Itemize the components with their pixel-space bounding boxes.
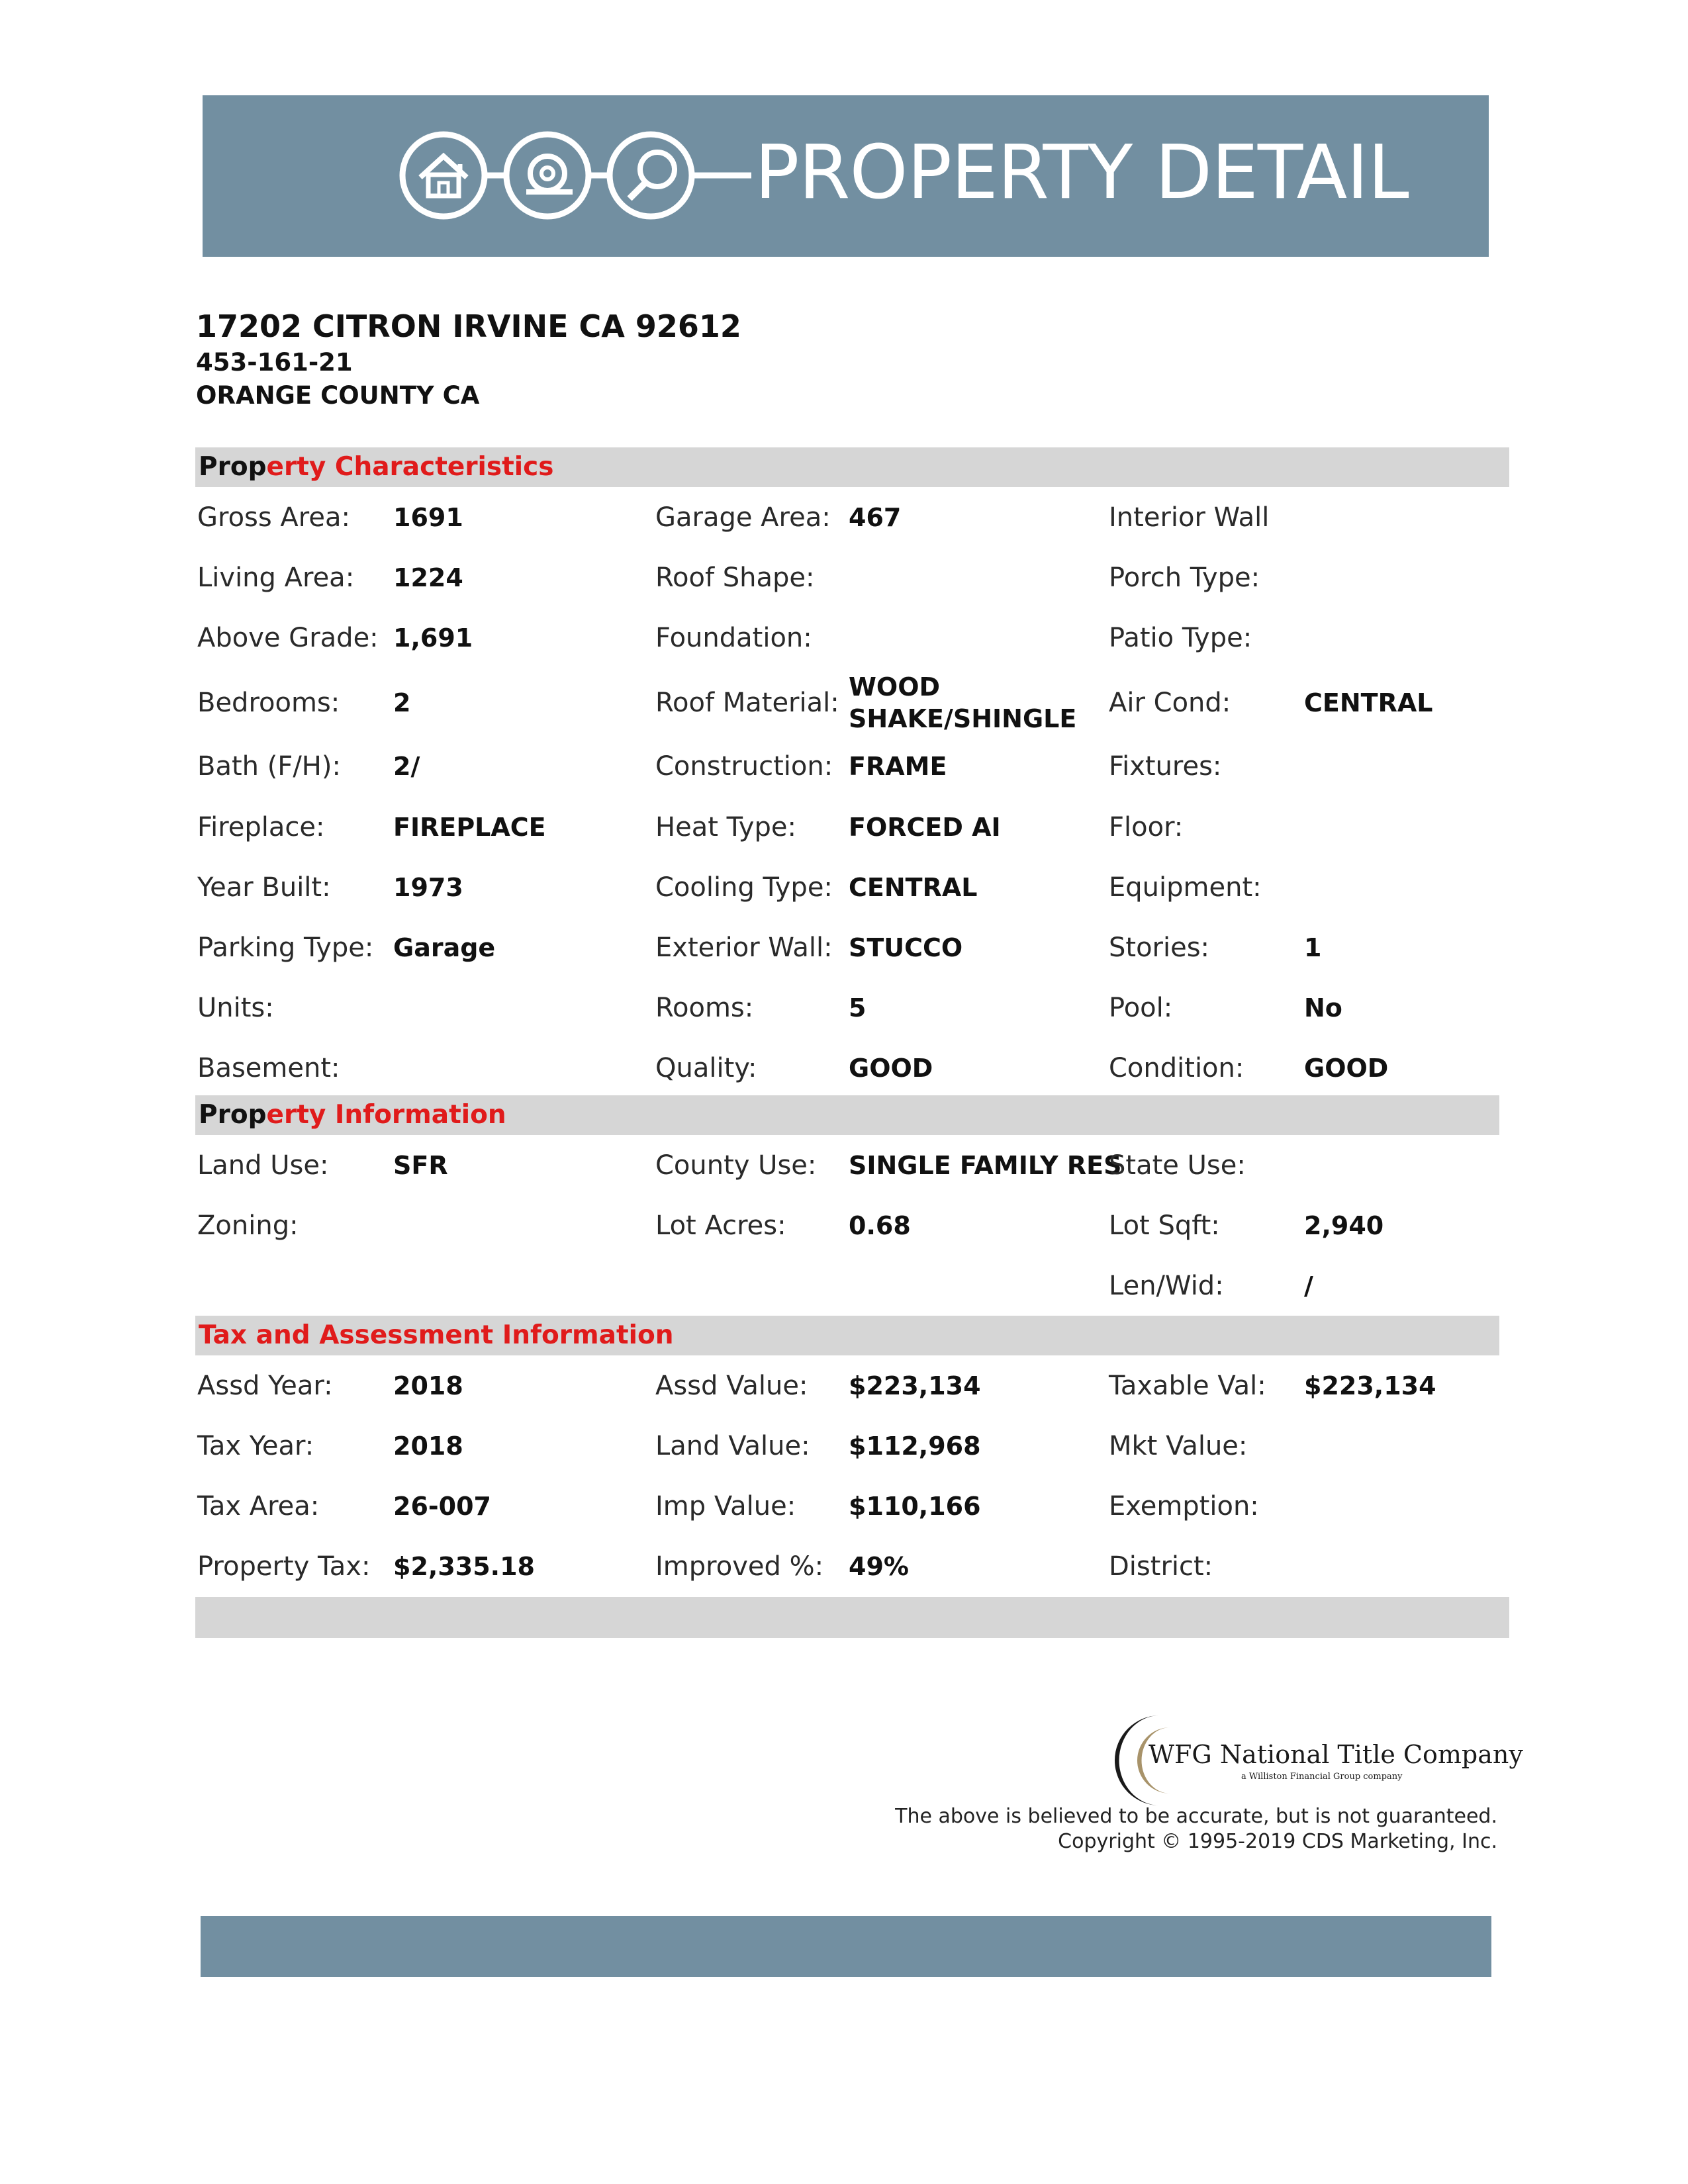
property-tax-value: $2,335.18	[393, 1552, 535, 1581]
fixtures-label: Fixtures:	[1109, 751, 1222, 782]
assd-year-label: Assd Year:	[197, 1371, 333, 1401]
air-cond-value: CENTRAL	[1304, 688, 1433, 717]
mkt-value-label: Mkt Value:	[1109, 1431, 1248, 1461]
heat-type-value: FORCED AI	[849, 813, 1001, 842]
gross-area-label: Gross Area:	[197, 502, 350, 533]
taxable-val-label: Taxable Val:	[1109, 1371, 1266, 1401]
state-use-label: State Use:	[1109, 1150, 1246, 1181]
fireplace-value: FIREPLACE	[393, 813, 546, 842]
above-grade-label: Above Grade:	[197, 623, 379, 653]
exemption-label: Exemption:	[1109, 1491, 1259, 1522]
cooling-type-value: CENTRAL	[849, 873, 978, 902]
section-title-characteristics: Property Characteristics	[199, 452, 554, 482]
air-cond-label: Air Cond:	[1109, 688, 1231, 718]
rooms-value: 5	[849, 993, 867, 1023]
disclaimer-text: The above is believed to be accurate, but is not guaranteed.	[895, 1805, 1497, 1828]
svg-text:a Williston Financial Group co: a Williston Financial Group company	[1241, 1772, 1403, 1782]
bedrooms-value: 2	[393, 688, 411, 717]
exterior-wall-value: STUCCO	[849, 933, 963, 962]
improved-pct-value: 49%	[849, 1552, 909, 1581]
parcel-number: 453-161-21	[196, 348, 353, 377]
land-use-value: SFR	[393, 1151, 448, 1180]
tape-measure-icon	[506, 134, 588, 216]
magnifier-icon	[610, 134, 692, 216]
roof-material-label: Roof Material:	[655, 688, 839, 718]
wfg-logo	[1086, 1707, 1523, 1813]
improved-pct-label: Improved %:	[655, 1551, 824, 1582]
tax-year-label: Tax Year:	[197, 1431, 314, 1461]
garage-area-value: 467	[849, 503, 902, 532]
floor-label: Floor:	[1109, 812, 1184, 842]
parking-type-label: Parking Type:	[197, 933, 374, 963]
stories-value: 1	[1304, 933, 1322, 962]
pool-label: Pool:	[1109, 993, 1173, 1023]
district-label: District:	[1109, 1551, 1213, 1582]
fireplace-label: Fireplace:	[197, 812, 325, 842]
parking-type-value: Garage	[393, 933, 496, 962]
equipment-label: Equipment:	[1109, 872, 1262, 903]
county-use-value: SINGLE FAMILY RES	[849, 1151, 1122, 1180]
bath-label: Bath (F/H):	[197, 751, 341, 782]
section-bar-end	[195, 1597, 1509, 1638]
land-use-label: Land Use:	[197, 1150, 329, 1181]
pool-value: No	[1304, 993, 1342, 1023]
tax-year-value: 2018	[393, 1432, 463, 1461]
cooling-type-label: Cooling Type:	[655, 872, 833, 903]
assd-value-label: Assd Value:	[655, 1371, 808, 1401]
year-built-label: Year Built:	[197, 872, 331, 903]
land-value-value: $112,968	[849, 1432, 981, 1461]
roof-shape-label: Roof Shape:	[655, 563, 815, 593]
above-grade-value: 1,691	[393, 623, 473, 653]
bath-value: 2/	[393, 752, 420, 781]
living-area-label: Living Area:	[197, 563, 355, 593]
lot-sqft-value: 2,940	[1304, 1211, 1384, 1240]
exterior-wall-label: Exterior Wall:	[655, 933, 833, 963]
county-use-label: County Use:	[655, 1150, 817, 1181]
lot-sqft-label: Lot Sqft:	[1109, 1210, 1220, 1241]
lot-acres-label: Lot Acres:	[655, 1210, 786, 1241]
condition-value: GOOD	[1304, 1054, 1389, 1083]
stories-label: Stories:	[1109, 933, 1210, 963]
len-wid-value: /	[1304, 1271, 1313, 1300]
lot-acres-value: 0.68	[849, 1211, 911, 1240]
imp-value-label: Imp Value:	[655, 1491, 796, 1522]
imp-value-value: $110,166	[849, 1492, 981, 1521]
patio-type-label: Patio Type:	[1109, 623, 1252, 653]
construction-value: FRAME	[849, 752, 947, 781]
property-address: 17202 CITRON IRVINE CA 92612	[196, 308, 741, 344]
assd-value-value: $223,134	[849, 1371, 981, 1400]
foundation-label: Foundation:	[655, 623, 812, 653]
quality-label: Quality:	[655, 1053, 757, 1083]
section-title-tax: Tax and Assessment Information	[199, 1320, 674, 1350]
footer-bar	[201, 1916, 1491, 1977]
roof-material-value: WOOD SHAKE/SHINGLE	[849, 672, 1077, 733]
bedrooms-label: Bedrooms:	[197, 688, 340, 718]
living-area-value: 1224	[393, 563, 463, 592]
basement-label: Basement:	[197, 1053, 340, 1083]
heat-type-label: Heat Type:	[655, 812, 796, 842]
page-title: PROPERTY DETAIL	[755, 130, 1409, 216]
year-built-value: 1973	[393, 873, 463, 902]
assd-year-value: 2018	[393, 1371, 463, 1400]
tax-area-label: Tax Area:	[197, 1491, 320, 1522]
gross-area-value: 1691	[393, 503, 463, 532]
rooms-label: Rooms:	[655, 993, 754, 1023]
porch-type-label: Porch Type:	[1109, 563, 1260, 593]
zoning-label: Zoning:	[197, 1210, 299, 1241]
section-title-information: Property Information	[199, 1100, 506, 1130]
tax-area-value: 26-007	[393, 1492, 491, 1521]
county: ORANGE COUNTY CA	[196, 381, 480, 410]
quality-value: GOOD	[849, 1054, 933, 1083]
garage-area-label: Garage Area:	[655, 502, 831, 533]
property-tax-label: Property Tax:	[197, 1551, 371, 1582]
len-wid-label: Len/Wid:	[1109, 1271, 1224, 1301]
units-label: Units:	[197, 993, 274, 1023]
taxable-val-value: $223,134	[1304, 1371, 1436, 1400]
condition-label: Condition:	[1109, 1053, 1244, 1083]
construction-label: Construction:	[655, 751, 833, 782]
svg-text:WFG National Title Company: WFG National Title Company	[1149, 1740, 1523, 1769]
land-value-label: Land Value:	[655, 1431, 810, 1461]
banner-icons	[394, 126, 751, 225]
interior-wall-label: Interior Wall	[1109, 502, 1270, 533]
copyright-text: Copyright © 1995-2019 CDS Marketing, Inc.	[1058, 1830, 1497, 1853]
